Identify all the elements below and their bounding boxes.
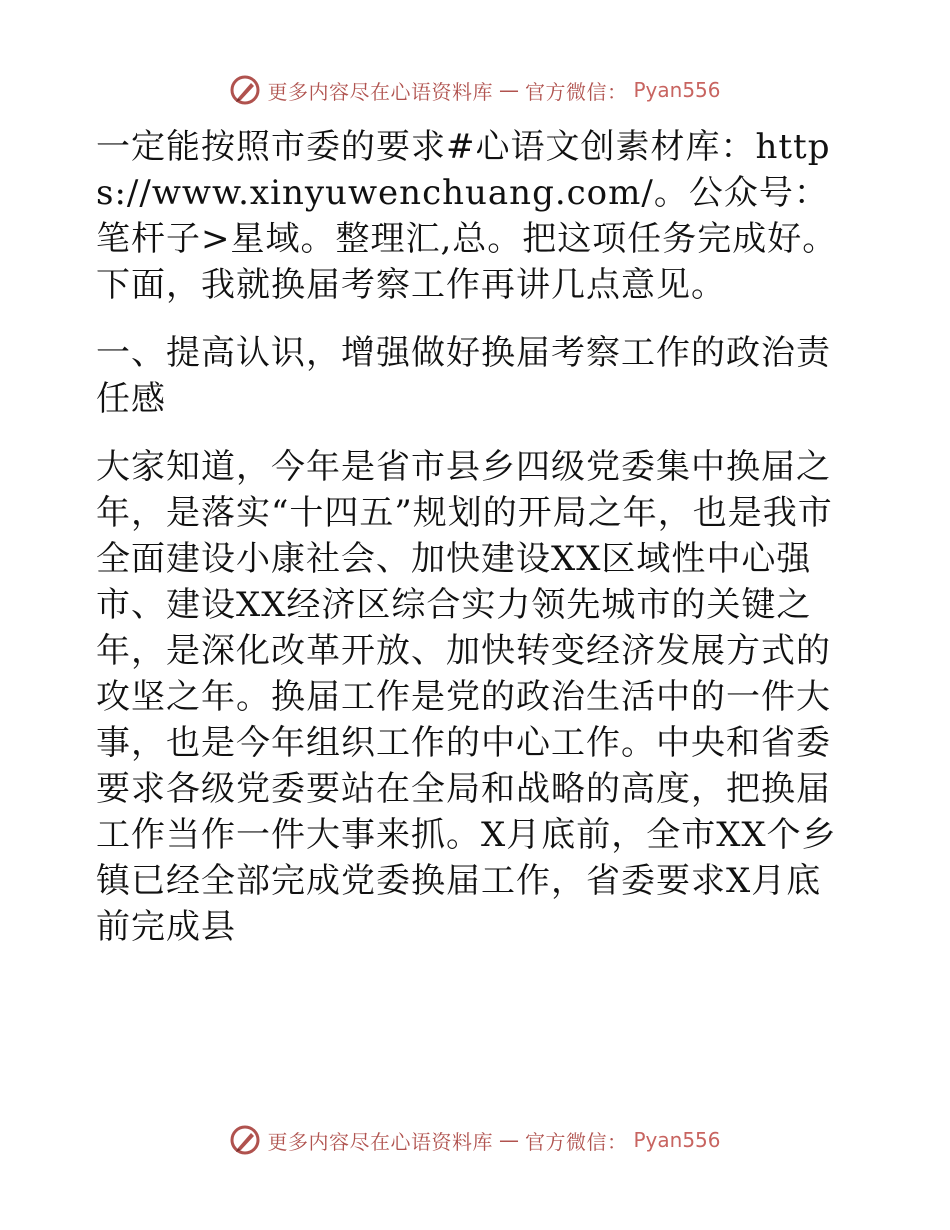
pen-logo-icon <box>229 1124 261 1156</box>
header-watermark <box>0 70 950 110</box>
watermark-label: 官方微信： <box>524 79 628 104</box>
paragraph-body: 大家知道，今年是省市县乡四级党委集中换届之年，是落实“十四五”规划的开局之年，也是我市全面建设小康社会、加快建设XX区域性中心强市、建设XX经济区综合实力领先城市的关键之年，是深化改革开放、加快转变经济发展方式的攻坚之年。换届工作是党的政治生活中的一件大事，也是今年组织工作的中心工作。中央和省委要求各级党委要站在全局和战略的高度，把换届工作当作一件大事来抓。X月底前，全市XX个乡镇已经全部完成党委换届工作，省委要求X月底前完成县 <box>96 447 837 947</box>
watermark-separator: — <box>498 1128 519 1152</box>
watermark-label: 官方微信： <box>524 1129 628 1154</box>
watermark-account: Pyan556 <box>633 1128 721 1152</box>
pen-logo-icon <box>229 74 261 106</box>
watermark-text: 更多内容尽在心语资料库 <box>267 79 493 104</box>
section-heading: 一、提高认识，增强做好换届考察工作的政治责任感 <box>96 333 831 419</box>
watermark-account: Pyan556 <box>633 78 721 102</box>
watermark-separator: — <box>498 78 519 102</box>
footer-watermark <box>0 1120 950 1160</box>
document-body <box>96 124 856 950</box>
watermark-text: 更多内容尽在心语资料库 <box>267 1129 493 1154</box>
paragraph-intro: 一定能按照市委的要求#心语文创素材库：https://www.xinyuwenchuang.com/。公众号：笔杆子>星域。整理汇,总。把这项任务完成好。下面，我就换届考察工作再讲几点意见。 <box>96 127 838 305</box>
